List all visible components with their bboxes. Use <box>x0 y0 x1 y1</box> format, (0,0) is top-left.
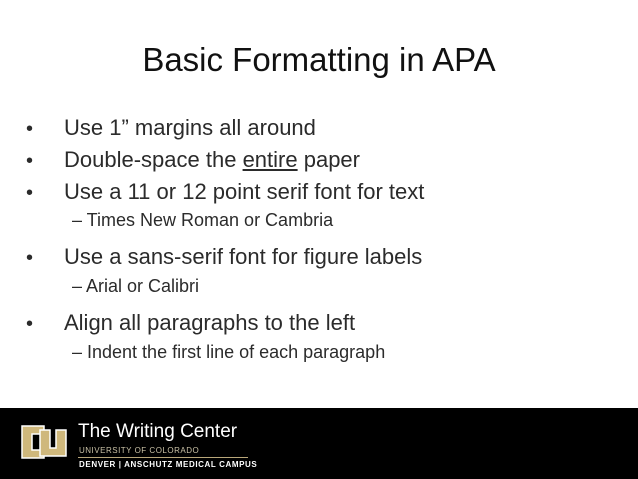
slide-title: Basic Formatting in APA <box>142 41 496 78</box>
bullet-glyph: • <box>26 182 34 204</box>
bullet-text-before: Double-space the <box>64 147 243 172</box>
bullet-item <box>26 178 424 207</box>
bullet-text: Align all paragraphs to the left <box>64 310 356 335</box>
org-name: The Writing Center <box>78 421 238 442</box>
bullet-item <box>26 146 360 175</box>
sub-bullet-item: – Arial or Calibri <box>72 276 200 296</box>
university-name: UNIVERSITY OF COLORADO <box>79 446 200 455</box>
campus-name: DENVER | ANSCHUTZ MEDICAL CAMPUS <box>79 460 258 469</box>
bullet-item <box>26 309 355 338</box>
sub-bullet-item: – Times New Roman or Cambria <box>72 210 334 230</box>
bullet-glyph: • <box>26 150 34 172</box>
sub-bullet-item: – Indent the first line of each paragraph <box>72 342 386 362</box>
bullet-glyph: • <box>26 247 34 269</box>
bullet-item <box>26 243 422 272</box>
bullet-text: Use 1” margins all around <box>64 115 316 140</box>
bullet-text: Use a 11 or 12 point serif font for text <box>64 179 425 204</box>
cu-logo-icon <box>18 420 70 466</box>
bullet-item <box>26 114 316 143</box>
bullet-text: Use a sans-serif font for figure labels <box>64 244 423 269</box>
bullet-glyph: • <box>26 313 34 335</box>
footer-bar <box>0 408 638 479</box>
footer-divider <box>78 457 248 458</box>
bullet-glyph: • <box>26 118 34 140</box>
bullet-text-after: paper <box>297 147 360 172</box>
bullet-text-underlined: entire <box>242 147 298 172</box>
